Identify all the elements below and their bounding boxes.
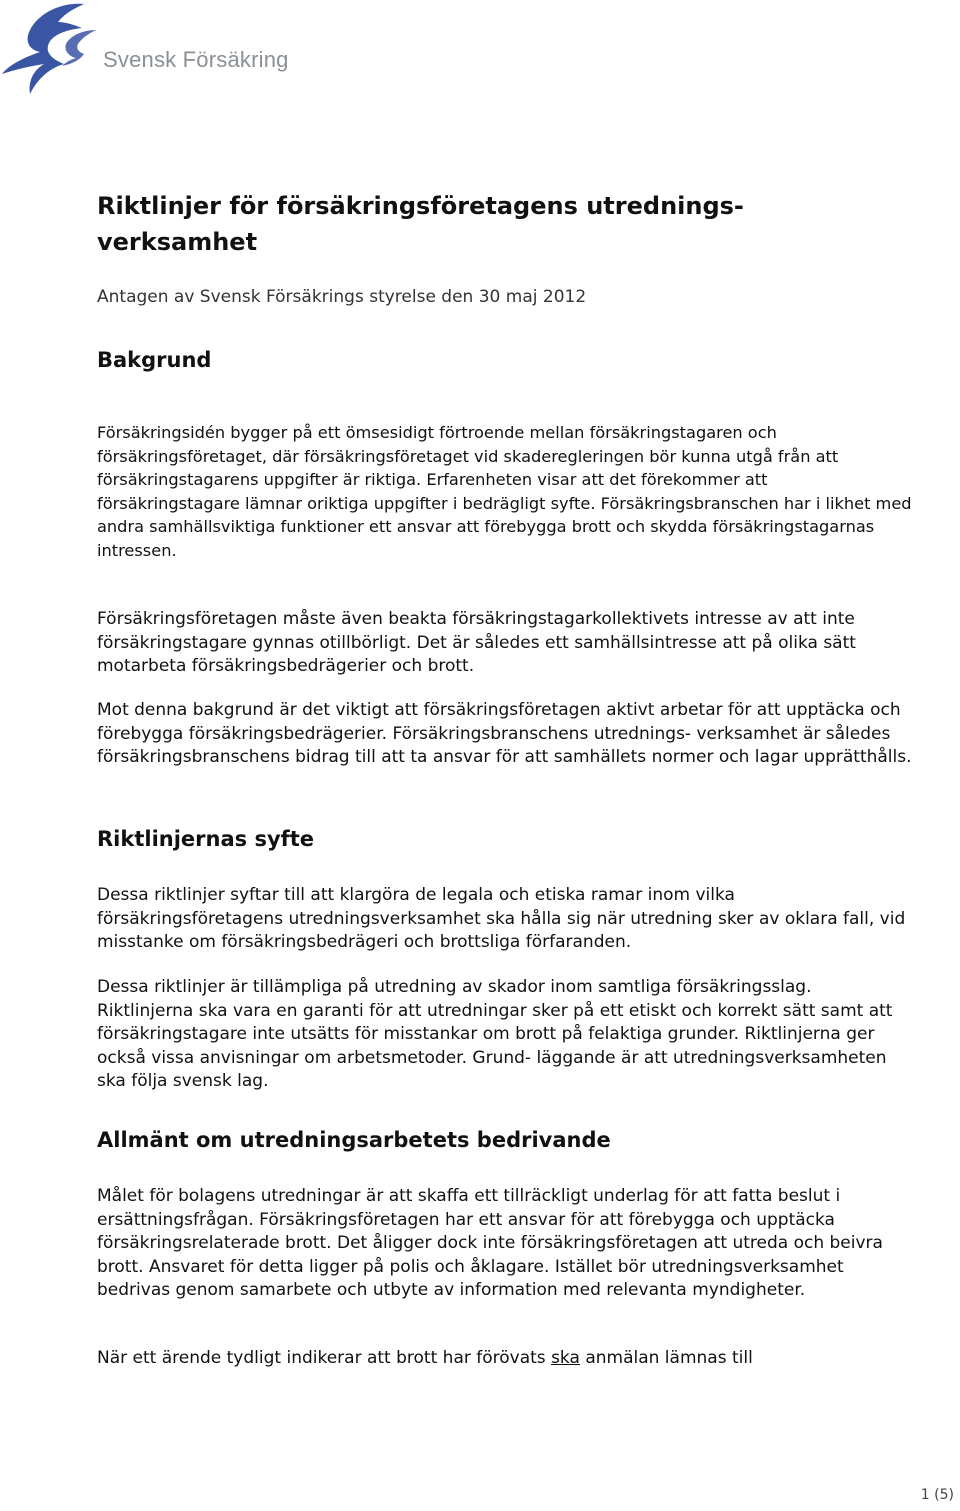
underlined-word: ska	[551, 1348, 580, 1368]
paragraph: Dessa riktlinjer syftar till att klargöra de legala och etiska ramar inom vilka försäkringsföretagens utredningsverksamhet ska hålla sig när utredning sker av oklara fall, vid misstanke om försäkringsbedrägeri och brottsliga förfaranden.	[97, 885, 906, 952]
section-heading-bakgrund: Bakgrund	[97, 348, 212, 372]
document-subtitle: Antagen av Svensk Försäkrings styrelse den 30 maj 2012	[97, 287, 587, 307]
paragraph: Mot denna bakgrund är det viktigt att försäkringsföretagen aktivt arbetar för att upptäcka och förebygga försäkringsbedrägerier. Försäkringsbranschens utrednings- verksamhet är således försäkringsbranschens bidrag till att ta ansvar för att samhällets normer och lagar upprätthålls.	[97, 700, 912, 767]
logo-text: Svensk Försäkring	[103, 47, 289, 72]
paragraph: Försäkringsidén bygger på ett ömsesidigt förtroende mellan försäkringstagaren och försäkringsföretaget, där försäkringsföretaget vid skaderegleringen bör kunna utgå från att försäkringstagarens uppgifter är riktiga. Erfarenheten visar att det förekommer att försäkringstagare lämnar oriktiga uppgifter i bedrägligt syfte. Försäkringsbranschen har i likhet med andra samhällsviktiga funktioner ett ansvar att förebygga brott och skydda försäkringstagarnas intressen.	[97, 423, 912, 560]
document-title: Riktlinjer för försäkringsföretagens utrednings- verksamhet	[97, 192, 744, 256]
section-heading-syfte: Riktlinjernas syfte	[97, 827, 315, 851]
page-number: 1 (5)	[920, 1487, 954, 1503]
paragraph: Målet för bolagens utredningar är att skaffa ett tillräckligt underlag för att fatta beslut i ersättningsfrågan. Försäkringsföretagen har ett ansvar för att förebygga och upptäcka försäkringsrelaterade brott. Det åligger dock inte försäkringsföretagen att utreda och beivra brott. Ansvaret för detta ligger på polis och åklagare. Istället bör utredningsverksamhet bedrivas genom samarbete och utbyte av information med relevanta myndigheter.	[97, 1186, 883, 1300]
paragraph: Dessa riktlinjer är tillämpliga på utredning av skador inom samtliga försäkringsslag. Riktlinjerna ska vara en garanti för att utredningar sker på ett etiskt och korrekt sätt samt att försäkringstagare inte utsätts för misstankar om brott på felaktiga grunder. Riktlinjerna ger också vissa anvisningar om arbetsmetoder. Grund- läggande är att utredningsverksamheten ska följa svensk lag.	[97, 977, 893, 1091]
paragraph: Försäkringsföretagen måste även beakta försäkringstagarkollektivets intresse av att inte försäkringstagare gynnas otillbörligt. Det är således ett samhällsintresse att på olika sätt motarbeta försäkringsbedrägerier och brott.	[97, 609, 856, 676]
svensk-forsakring-logo	[0, 0, 289, 96]
paragraph-last	[97, 1347, 912, 1371]
text-run: anmälan lämnas till	[585, 1348, 753, 1368]
svensk-forsakring-logo-icon	[0, 0, 100, 96]
section-heading-allmant: Allmänt om utredningsarbetets bedrivande	[97, 1128, 611, 1152]
text-run: När ett ärende tydligt indikerar att brott har förövats	[97, 1348, 546, 1368]
